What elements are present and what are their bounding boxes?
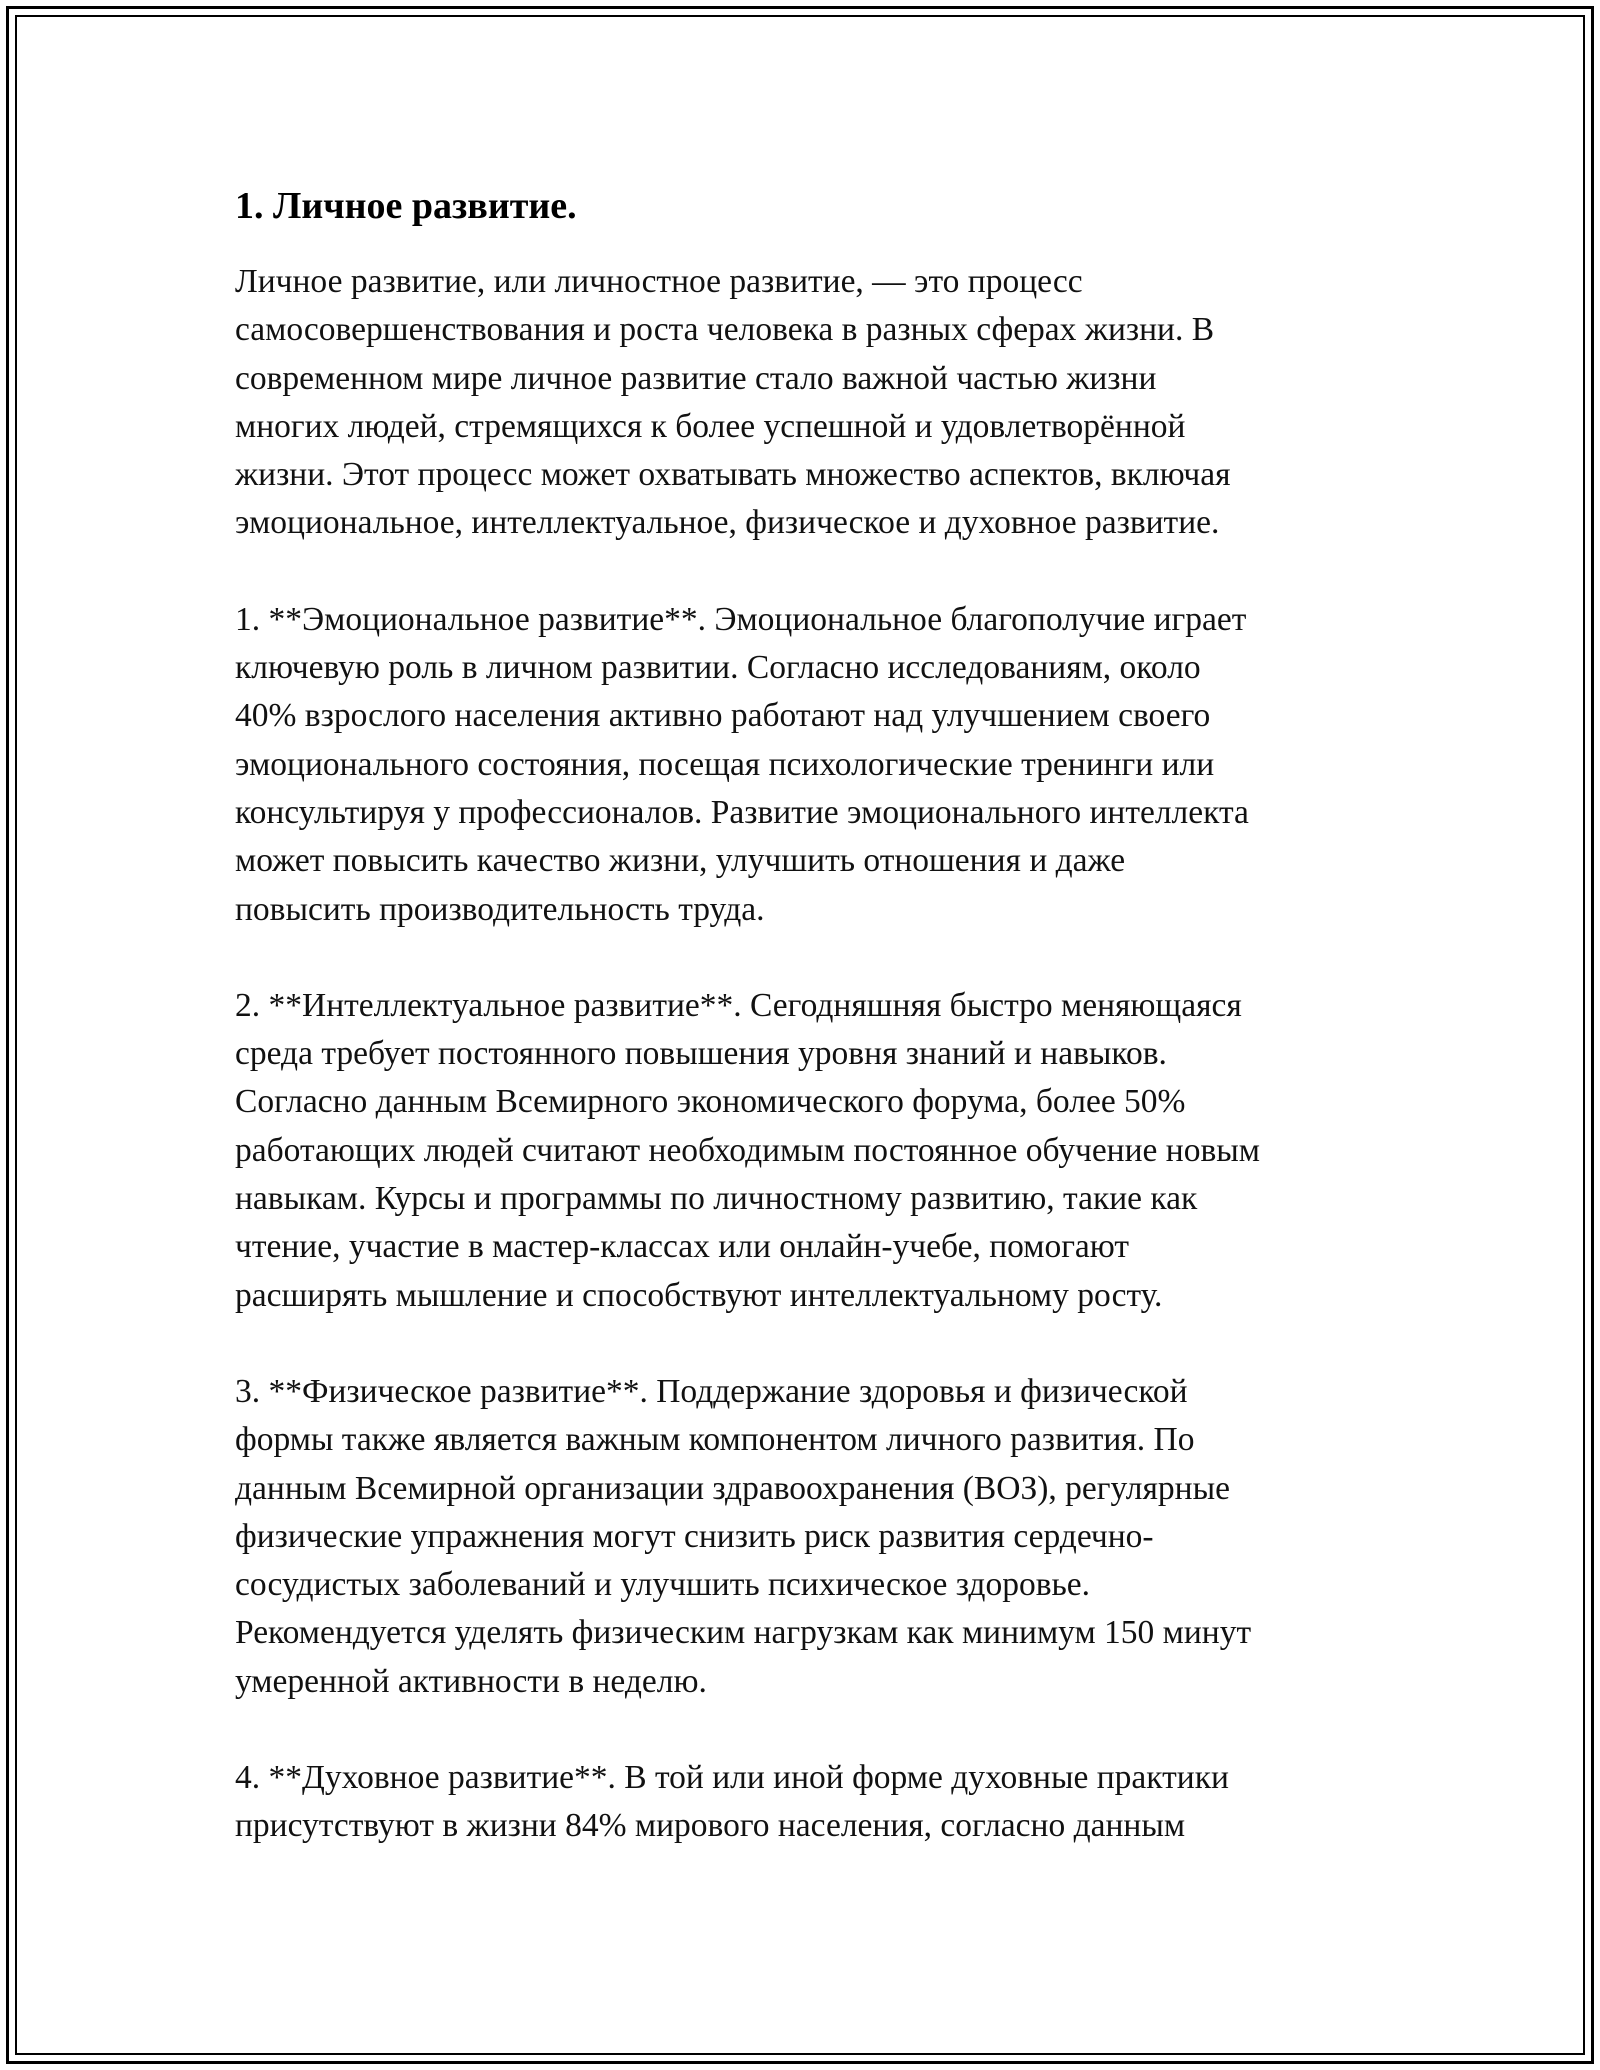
text-line: повысить производительность труда.	[235, 890, 765, 928]
text-line: чтение, участие в мастер-классах или онлайн-учебе, помогают	[235, 1228, 1130, 1266]
paragraph	[235, 596, 1405, 934]
paragraph	[235, 258, 1405, 548]
text-line: присутствуют в жизни 84% мирового населения, согласно данным	[235, 1807, 1186, 1845]
text-line: многих людей, стремящихся к более успешной и удовлетворённой	[235, 407, 1186, 445]
text-line: самосовершенствования и роста человека в разных сферах жизни. В	[235, 311, 1215, 349]
text-line: данным Всемирной организации здравоохранения (ВОЗ), регулярные	[235, 1469, 1230, 1507]
paragraph	[235, 982, 1405, 1320]
text-line: ключевую роль в личном развитии. Согласно исследованиям, около	[235, 649, 1201, 687]
text-line: современном мире личное развитие стало важной частью жизни	[235, 359, 1157, 397]
text-line: Личное развитие, или личностное развитие, — это процесс	[235, 263, 1083, 300]
text-line: среда требует постоянного повышения уровня знаний и навыков.	[235, 1035, 1167, 1073]
document-body	[235, 258, 1405, 1851]
paragraph	[235, 1368, 1405, 1706]
text-line: умеренной активности в неделю.	[235, 1662, 707, 1700]
text-line: 2. **Интеллектуальное развитие**. Сегодняшняя быстро меняющаяся	[235, 986, 1242, 1024]
text-line: формы также является важным компонентом личного развития. По	[235, 1421, 1195, 1459]
text-line: навыкам. Курсы и программы по личностному развитию, такие как	[235, 1180, 1198, 1218]
text-line: 1. **Эмоциональное развитие**. Эмоциональное благополучие играет	[235, 600, 1247, 638]
text-line: может повысить качество жизни, улучшить отношения и даже	[235, 842, 1126, 880]
text-line: Согласно данным Всемирного экономического форума, более 50%	[235, 1083, 1186, 1121]
text-line: жизни. Этот процесс может охватывать множество аспектов, включая	[235, 456, 1231, 494]
text-line: эмоционального состояния, посещая психологические тренинги или	[235, 745, 1215, 783]
text-line: 3. **Физическое развитие**. Поддержание здоровья и физической	[235, 1372, 1188, 1410]
text-line: консультируя у профессионалов. Развитие эмоционального интеллекта	[235, 793, 1249, 831]
text-line: 40% взрослого населения активно работают над улучшением своего	[235, 697, 1211, 735]
text-line: 4. **Духовное развитие**. В той или иной форме духовные практики	[235, 1759, 1229, 1797]
text-line: эмоциональное, интеллектуальное, физическое и духовное развитие.	[235, 504, 1220, 542]
text-line: сосудистых заболеваний и улучшить психическое здоровье.	[235, 1566, 1091, 1604]
text-line: расширять мышление и способствуют интеллектуальному росту.	[235, 1276, 1163, 1314]
text-line: Рекомендуется уделять физическим нагрузкам как минимум 150 минут	[235, 1614, 1252, 1652]
section-heading: 1. Личное развитие.	[235, 185, 577, 227]
document-page	[235, 182, 1405, 1899]
text-line: физические упражнения могут снизить риск развития сердечно-	[235, 1517, 1154, 1555]
paragraph	[235, 1754, 1405, 1851]
text-line: работающих людей считают необходимым постоянное обучение новым	[235, 1131, 1260, 1169]
